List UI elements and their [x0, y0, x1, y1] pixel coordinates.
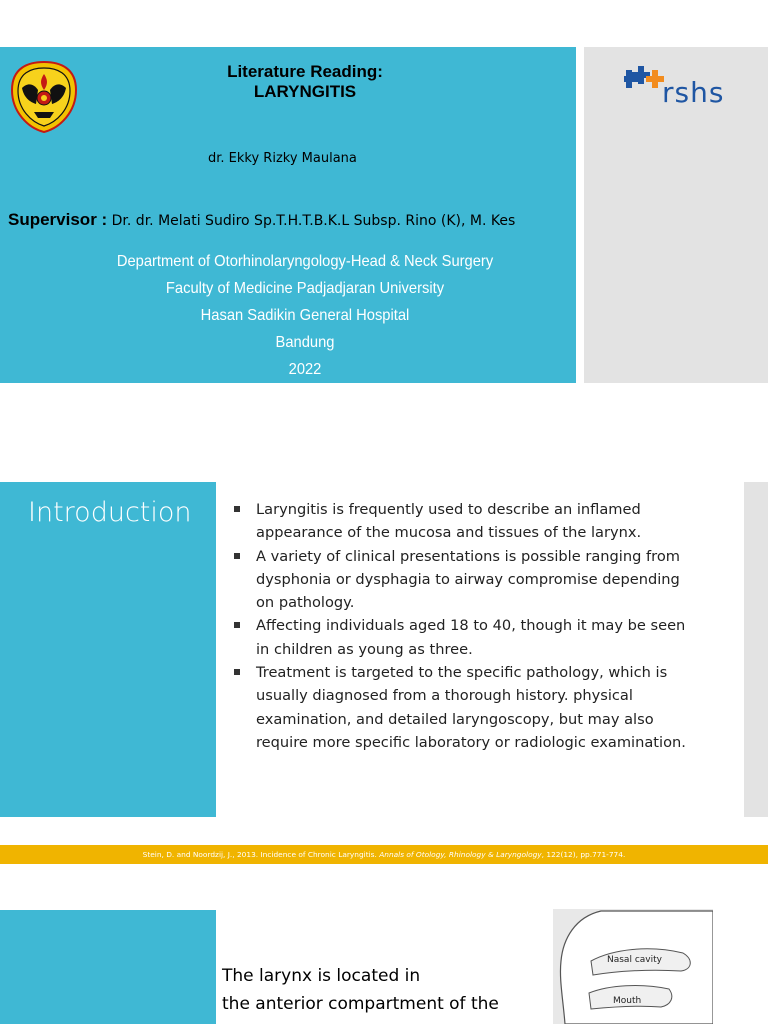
anatomy-text-line-1: The larynx is located in — [222, 966, 421, 986]
supervisor-line — [8, 210, 515, 230]
reference-journal: Annals of Otology, Rhinology & Laryngology — [379, 850, 542, 859]
presentation-title — [130, 62, 480, 102]
introduction-side-bar — [744, 482, 768, 817]
bullet-item — [232, 498, 692, 545]
affiliation-year: 2022 — [288, 361, 322, 378]
reference-authors: Stein, D. and Noordzij, J., 2013. Incidence of Chronic Laryngitis. — [142, 850, 380, 859]
bullet-item — [232, 661, 692, 754]
bullet-text: Affecting individuals aged 18 to 40, though it may be seen in children as young as three. — [256, 617, 686, 658]
bullet-square-icon — [234, 669, 240, 675]
introduction-title-panel — [0, 482, 216, 817]
reference-bar — [0, 845, 768, 864]
introduction-heading: Introduction — [28, 497, 192, 528]
affiliation-city: Bandung — [275, 334, 335, 351]
bullet-square-icon — [234, 622, 240, 628]
affiliation-faculty: Faculty of Medicine Padjadjaran University — [165, 280, 445, 297]
bullet-item — [232, 614, 692, 661]
supervisor-name: Dr. dr. Melati Sudiro Sp.T.H.T.B.K.L Subsp. Rino (K), M. Kes — [107, 213, 516, 229]
head-anatomy-diagram — [553, 909, 713, 1024]
university-seal-logo — [8, 60, 80, 134]
bullet-square-icon — [234, 553, 240, 559]
anatomy-text — [222, 962, 542, 1018]
affiliation-block — [0, 248, 610, 383]
mouth-label: Mouth — [613, 996, 642, 1006]
bullet-text: A variety of clinical presentations is possible ranging from dysphonia or dysphagia to airway compromise depending on pathology. — [256, 547, 680, 612]
bullet-text: Treatment is targeted to the specific pathology, which is usually diagnosed from a thorough history. physical examination, and detailed laryngoscopy, but may also require more specific laboratory or radiologic examination. — [256, 664, 686, 751]
anatomy-slide-panel — [0, 910, 216, 1024]
reference-details: , 122(12), pp.771-774. — [541, 850, 626, 859]
nasal-cavity-label: Nasal cavity — [607, 955, 662, 965]
bullet-text: Laryngitis is frequently used to describe an inflamed appearance of the mucosa and tissues of the larynx. — [256, 501, 642, 542]
anatomy-text-line-2: the anterior compartment of the — [222, 994, 499, 1014]
supervisor-label: Supervisor : — [8, 210, 108, 229]
title-line-2: LARYNGITIS — [253, 82, 357, 101]
rshs-logo-text: rshs — [662, 76, 725, 109]
introduction-bullet-list — [232, 498, 692, 754]
bullet-square-icon — [234, 506, 240, 512]
presenter-name: dr. Ekky Rizky Maulana — [208, 151, 357, 166]
title-line-1: Literature Reading: — [227, 62, 383, 81]
affiliation-hospital: Hasan Sadikin General Hospital — [200, 307, 410, 324]
affiliation-department: Department of Otorhinolaryngology-Head & Neck Surgery — [116, 253, 494, 270]
bullet-item — [232, 545, 692, 615]
